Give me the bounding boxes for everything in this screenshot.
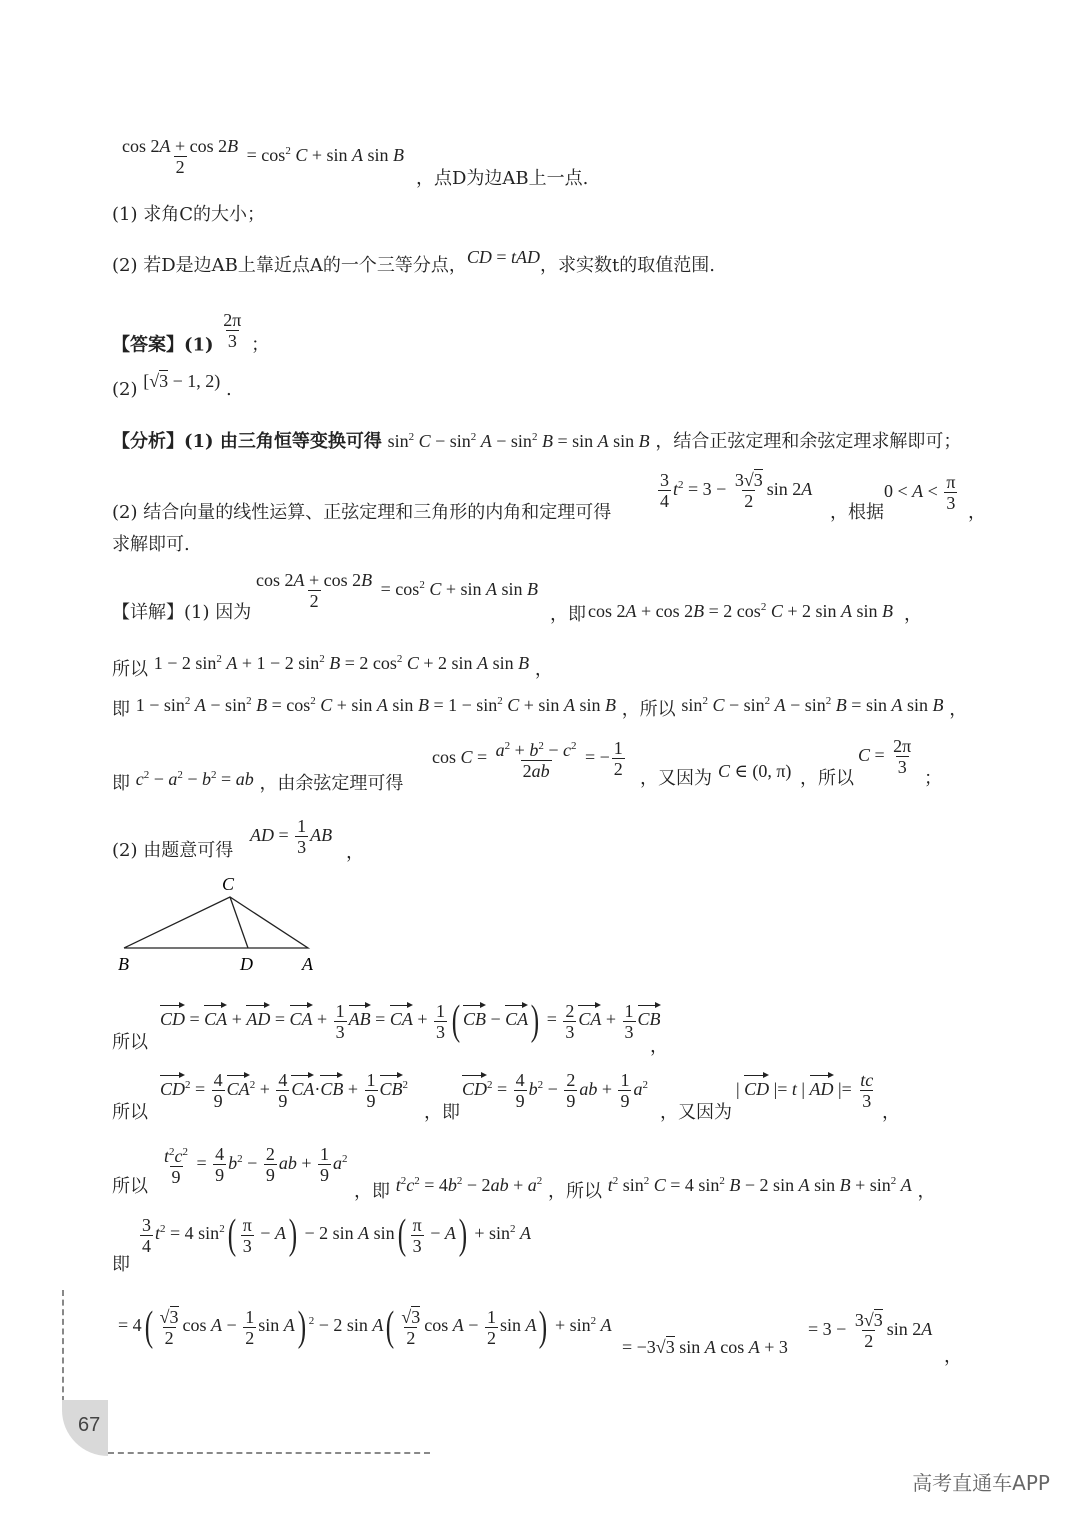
label-A: A	[302, 954, 313, 974]
page-number: 67	[78, 1414, 101, 1436]
vec-line3-rest: ，即 $t^2c^2 = 4b^2 - 2ab + a^2$ ，所以 $t^2$ $\sin^2 C = 4$ $\sin^2 B - 2$ sin A $\sin B + \sin^2 A$ ，	[354, 1175, 936, 1202]
analysis-line1: 【分析】(1) 由三角恒等变换可得 $\sin^2 C - \sin^2 A - \sin^2 B = \sin A$ sin B ，结合正弦定理和余弦定理求解即可；	[112, 431, 962, 452]
detail-semicolon: ；	[924, 768, 942, 789]
problem-line1-suffix: ，点D为边AB上一点.	[416, 168, 589, 189]
trig-ji: 即	[112, 1254, 130, 1275]
triangle-figure	[112, 872, 332, 976]
page-border-horizontal	[108, 1452, 430, 1454]
analysis-formula: $\frac{3}{4}$ $t^2 = 3$ − $\frac{3√3}{2}$ sin 2A	[660, 470, 813, 511]
detail-line2: 所以 1 − 2 $\sin^2 A + 1 - 2$ $\sin^2 B = 2$ $\cos^2 C + 2$ sin A sin B ，	[112, 653, 553, 680]
detail-you-yinwei: ，又因为	[640, 768, 712, 789]
vec-suoyi-3: 所以	[112, 1176, 148, 1197]
analysis-line3: 求解即可.	[112, 534, 190, 555]
trig-eq2: = 4( $\frac{√3}{2}$ cos A − $\frac{1}{2}$ sin A) $^2$ − 2 sin A( $\frac{√3}{2}$ cos A − $\frac{1}{2}$ $\sin A) + \sin^2 A$	[118, 1304, 612, 1350]
vec-comma-1: ，	[650, 1036, 668, 1057]
question-2: (2) 若D是边AB上靠近点A的一个三等分点，CD = tAD，求实数t的取值范围.	[112, 247, 716, 276]
given-condition: $\frac{\cos 2A + \cos 2B}{2}$ = $\cos^2 C + \sin A$ sin B	[122, 136, 405, 177]
label-C: C	[222, 874, 235, 894]
watermark: 高考直通车APP	[912, 1471, 1050, 1495]
trig-eq1: $\frac{3}{4}$ $t^2 = 4$ $\sin^2$( $\frac{\pi}{3}$ − A) − 2 sin A sin( $\frac{\pi}{3}$ − $A) + \sin^2 A$	[142, 1212, 532, 1258]
detail-eq1: $\frac{\cos 2A + \cos 2B}{2}$ = $\cos^2 C + \sin A$ sin B	[256, 570, 539, 611]
trig-eq4: = 3 − $\frac{3√3}{2}$ sin 2A	[808, 1310, 933, 1351]
vec-eq-cd2: $CD^2$ = $\frac{4}{9}$ $CA^2$ + $\frac{4}{9}$ CA·CB + $\frac{1}{9}$ $CB^2$	[160, 1070, 409, 1111]
analysis-gen-ju: ，根据	[830, 502, 884, 523]
part2-comma: ，	[346, 842, 364, 863]
vec-ji-1: ，即	[424, 1102, 460, 1123]
detail-c-range: C ∈ (0, π)	[718, 761, 792, 781]
vec-abs: | CD |= t | AD |= $\frac{tc}{3}$	[736, 1070, 874, 1111]
question-1: (1) 求角C的大小；	[112, 204, 265, 225]
vec-suoyi-2: 所以	[112, 1102, 148, 1123]
vec-suoyi-1: 所以	[112, 1032, 148, 1053]
detail-comma-1: ，	[904, 604, 922, 625]
detail-c-value: C = $\frac{2\pi}{3}$	[858, 736, 912, 777]
part2-label: (2) 由题意可得	[112, 840, 234, 861]
part2-ad: AD = $\frac{1}{3}$ AB	[250, 816, 333, 857]
detail-ji-1: ，即	[550, 604, 586, 625]
trig-comma: ，	[944, 1346, 962, 1367]
page-border-vertical	[62, 1290, 64, 1402]
analysis-range: 0 < A < $\frac{\pi}{3}$	[884, 472, 956, 513]
detail-eq2: cos 2A + cos 2B = 2 $\cos^2 C + 2$ sin A sin B	[588, 601, 894, 621]
vec-eq-t2c2: $\frac{t^2c^2}{9}$ = $\frac{4}{9}$ $b^2$ − $\frac{2}{9}$ ab + $\frac{1}{9}$ $a^2$	[164, 1144, 348, 1187]
detail-line3: 即 $1 - \sin^2 A - \sin^2 B = \cos^2 C + \sin A$ $\sin B = 1 - \sin^2 C + \sin A$ sin B ，所以 $\sin^2 C - \sin^2 A - \sin^2 B = \sin A$ sin B ，	[112, 695, 968, 720]
label-B: B	[118, 954, 129, 974]
analysis-comma: ，	[968, 502, 986, 523]
vec-eq-cd: CD = CA + AD = CA + $\frac{1}{3}$ AB = CA + $\frac{1}{3}$ ( CB − CA) = $\frac{2}{3}$ CA + $\frac{1}{3}$ CB	[160, 998, 661, 1044]
detail-suoyi-2: ，所以	[800, 768, 854, 789]
trig-eq3: = −3√3 sin A cos A + 3	[622, 1337, 788, 1357]
analysis-line2: (2) 结合向量的线性运算、正弦定理和三角形的内角和定理可得	[112, 502, 612, 523]
vec-eq-cd2-b: $CD^2$ = $\frac{4}{9}$ $b^2$ − $\frac{2}{9}$ ab + $\frac{1}{9}$ $a^2$	[462, 1070, 648, 1111]
vec-comma-2: ，	[882, 1102, 900, 1123]
detail-label: 【详解】(1) 因为	[112, 602, 252, 623]
detail-line4: 即 $c^2 - a^2 - b^2$ = ab ，由余弦定理可得	[112, 769, 404, 794]
detail-cos-formula: cos C = $\frac{a^2 + b^2 - c^2}{2ab}$ = − $\frac{1}{2}$	[432, 738, 623, 781]
answer-1: 【答案】(1) $\frac{2\pi}{3}$ ；	[112, 310, 270, 356]
label-D: D	[240, 954, 253, 974]
vec-you-yinwei: ，又因为	[660, 1102, 732, 1123]
answer-2: (2) [√3 − 1, 2) .	[112, 371, 232, 400]
